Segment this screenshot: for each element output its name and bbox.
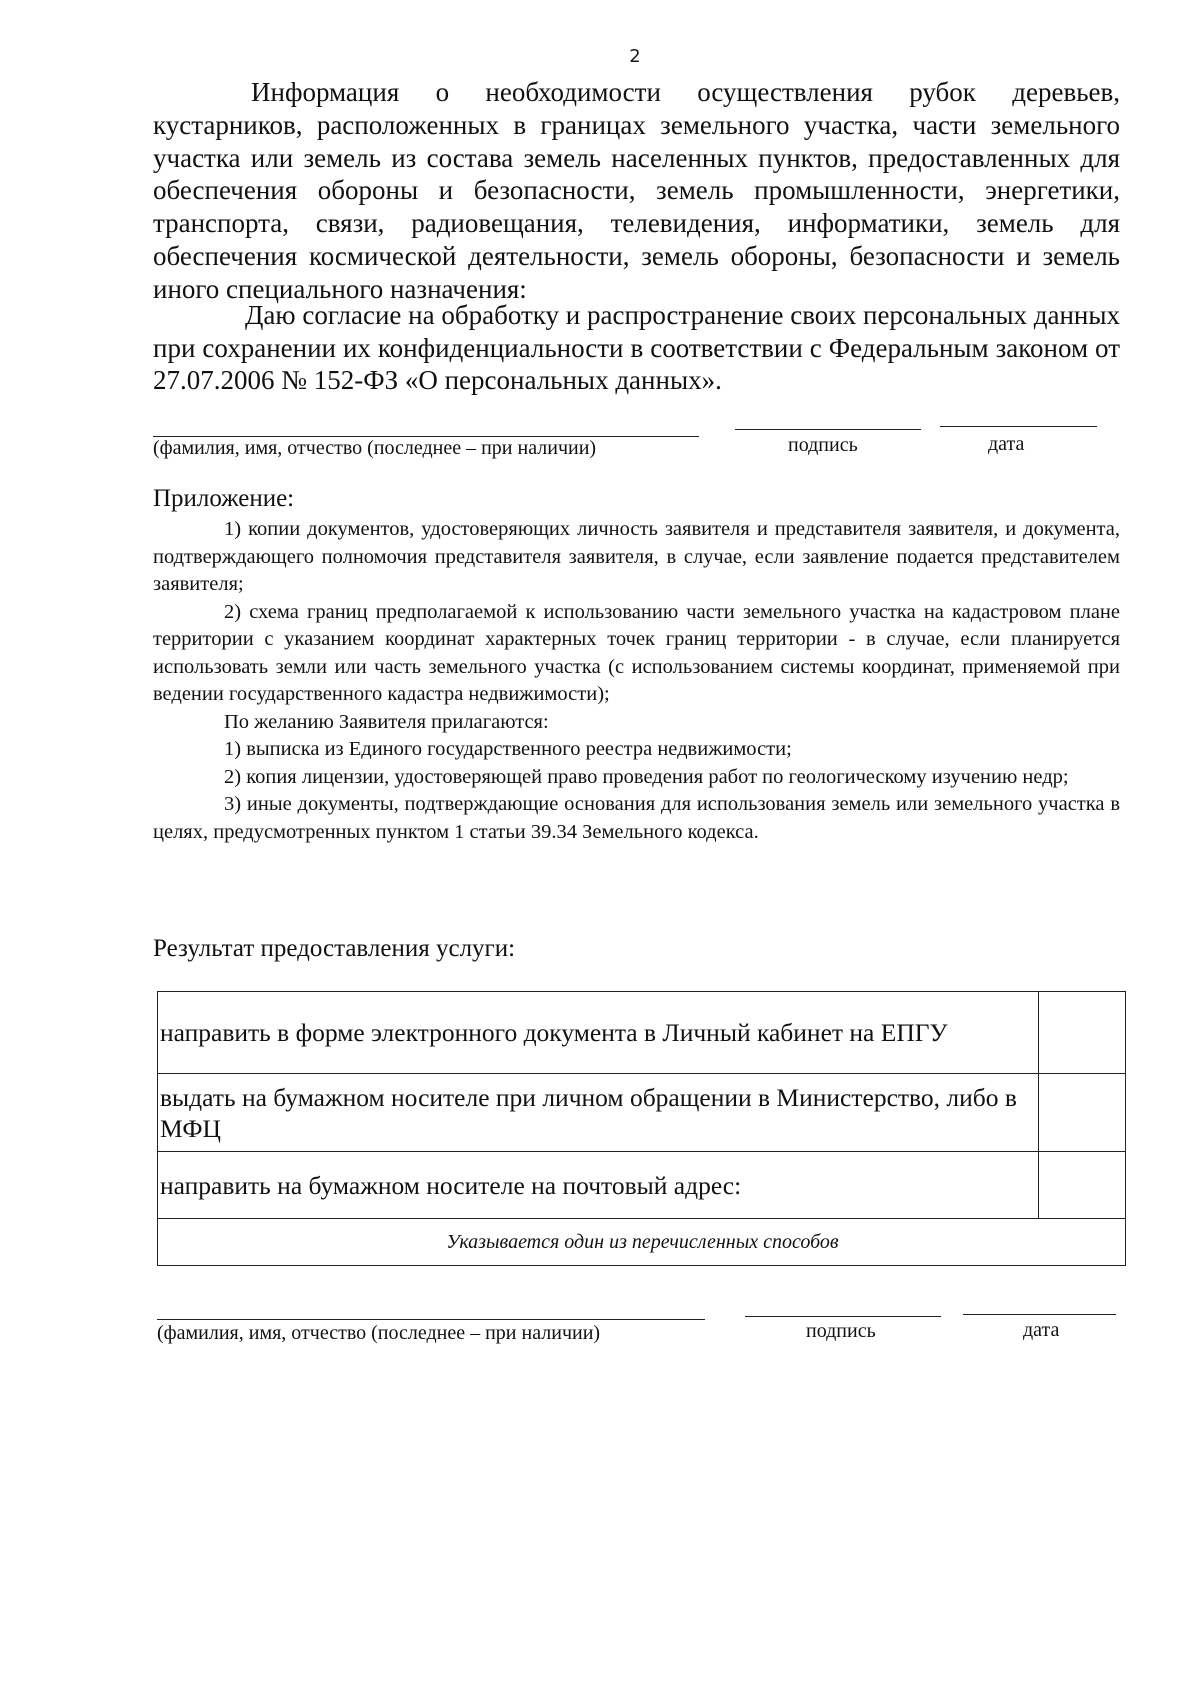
date-line xyxy=(963,1314,1116,1315)
result-option-row xyxy=(158,992,1126,1074)
result-option-label: направить в форме электронного документа в Личный кабинет на ЕПГУ xyxy=(158,992,1039,1074)
result-option-label: выдать на бумажном носителе при личном обращении в Министерство, либо в МФЦ xyxy=(158,1074,1039,1152)
consent-paragraph xyxy=(153,299,1120,397)
consent-paragraph-text: Даю согласие на обработку и распространение своих персональных данных при сохранении их конфиденциальности в соответствии с Федеральным законом от 27.07.2006 № 152-ФЗ «О персональных данных». xyxy=(153,300,1120,395)
result-note-row xyxy=(158,1219,1126,1266)
page-number: 2 xyxy=(629,46,641,67)
name-signature-line xyxy=(157,1319,705,1320)
info-paragraph-text: Информация о необходимости осуществления рубок деревьев, кустарников, расположенных в границах земельного участка, части земельного участка или земель из состава земель населенных пунктов, предоставленных для обеспечения обороны и безопасности, земель промышленности, энергетики, транспорта, связи, радиовещания, телевидения, информатики, земель для обеспечения космической деятельности, земель обороны, безопасности и земель иного специального назначения: xyxy=(153,77,1120,304)
signature-caption: подпись xyxy=(788,434,858,456)
appendix-heading: Приложение: xyxy=(153,485,295,512)
signature-caption: подпись xyxy=(806,1320,876,1342)
result-option-checkbox[interactable] xyxy=(1039,1074,1126,1152)
date-caption: дата xyxy=(988,433,1025,455)
appendix-item: 3) иные документы, подтверждающие основания для использования земель или земельного участка в целях, предусмотренных пунктом 1 статьи 39.34 Земельного кодекса. xyxy=(153,793,1120,843)
result-option-row xyxy=(158,1074,1126,1152)
appendix-list xyxy=(153,516,1120,846)
signature-line xyxy=(735,429,921,430)
appendix-item: 1) копии документов, удостоверяющих личность заявителя и представителя заявителя, и документа, подтверждающего полномочия представителя заявителя, в случае, если заявление подается представителем заявителя; xyxy=(153,518,1120,595)
appendix-item: 2) схема границ предполагаемой к использованию части земельного участка на кадастровом плане территории с указанием координат характерных точек границ территории - в случае, если планируется использовать земли или часть земельного участка (с использованием системы координат, применяемой при ведении государственного кадастра недвижимости); xyxy=(153,600,1120,705)
result-options-table xyxy=(157,991,1126,1266)
name-caption: (фамилия, имя, отчество (последнее – при наличии) xyxy=(153,437,597,459)
result-heading: Результат предоставления услуги: xyxy=(153,935,516,962)
result-option-checkbox[interactable] xyxy=(1039,1152,1126,1219)
result-option-checkbox[interactable] xyxy=(1039,992,1126,1074)
name-caption: (фамилия, имя, отчество (последнее – при наличии) xyxy=(157,1322,601,1344)
appendix-item: 2) копия лицензии, удостоверяющей право проведения работ по геологическому изучению недр; xyxy=(224,765,1069,788)
date-caption: дата xyxy=(1023,1319,1060,1341)
info-paragraph xyxy=(153,76,1120,306)
signature-line xyxy=(745,1316,941,1317)
result-option-label: направить на бумажном носителе на почтовый адрес: xyxy=(158,1152,1039,1219)
result-note: Указывается один из перечисленных способов xyxy=(158,1219,1126,1266)
result-option-row xyxy=(158,1152,1126,1219)
appendix-optional-heading: По желанию Заявителя прилагаются: xyxy=(224,710,549,733)
date-line xyxy=(940,426,1097,427)
appendix-item: 1) выписка из Единого государственного реестра недвижимости; xyxy=(224,738,792,760)
